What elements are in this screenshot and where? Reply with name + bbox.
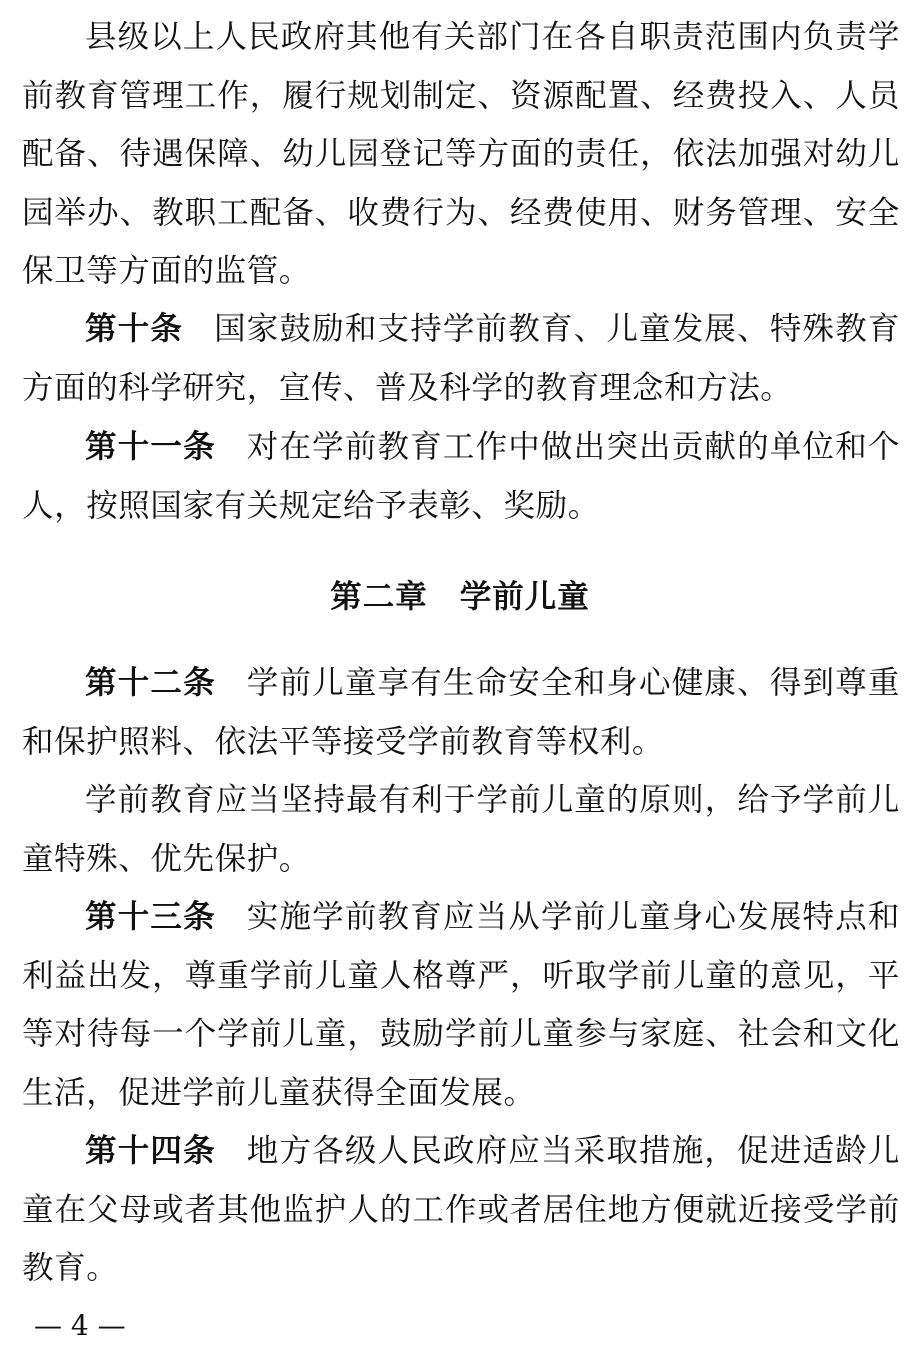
- article-number: 第十三条: [85, 899, 216, 935]
- article-number: 第十条: [85, 311, 184, 347]
- paragraph-text: 对在学前教育工作中做出突出贡献的单位和个人，按照国家有关规定给予表彰、奖励。: [22, 429, 900, 524]
- article-12: [22, 654, 900, 771]
- article-10: [22, 300, 900, 417]
- paragraph-text: 学前儿童享有生命安全和身心健康、得到尊重和保护照料、依法平等接受学前教育等权利。: [22, 665, 900, 760]
- article-number: 第十二条: [85, 665, 216, 701]
- page-number: — 4 —: [34, 1309, 126, 1342]
- chapter-number: 第二章: [330, 579, 428, 615]
- paragraph-text: 县级以上人民政府其他有关部门在各自职责范围内负责学前教育管理工作，履行规划制定、资源配置、经费投入、人员配备、待遇保障、幼儿园登记等方面的责任，依法加强对幼儿园举办、教职工配备、收费行为、经费使用、财务管理、安全保卫等方面的监管。: [22, 19, 900, 289]
- paragraph-text: 国家鼓励和支持学前教育、儿童发展、特殊教育方面的科学研究，宣传、普及科学的教育理念和方法。: [22, 311, 900, 406]
- paragraph-text: 学前教育应当坚持最有利于学前儿童的原则，给予学前儿童特殊、优先保护。: [22, 782, 900, 877]
- article-13: [22, 888, 900, 1122]
- article-11: [22, 418, 900, 535]
- paragraph-text: 地方各级人民政府应当采取措施，促进适龄儿童在父母或者其他监护人的工作或者居住地方便就近接受学前教育。: [22, 1133, 900, 1286]
- article-number: 第十一条: [85, 429, 216, 465]
- paragraph-text: 实施学前教育应当从学前儿童身心发展特点和利益出发，尊重学前儿童人格尊严，听取学前儿童的意见，平等对待每一个学前儿童，鼓励学前儿童参与家庭、社会和文化生活，促进学前儿童获得全面发展。: [22, 899, 900, 1111]
- chapter-title: 学前儿童: [459, 579, 590, 615]
- paragraph-best-interest: [22, 771, 900, 888]
- paragraph-department-duties: [22, 8, 900, 301]
- chapter-heading: [0, 568, 920, 626]
- article-14: [22, 1122, 900, 1298]
- article-number: 第十四条: [85, 1133, 216, 1169]
